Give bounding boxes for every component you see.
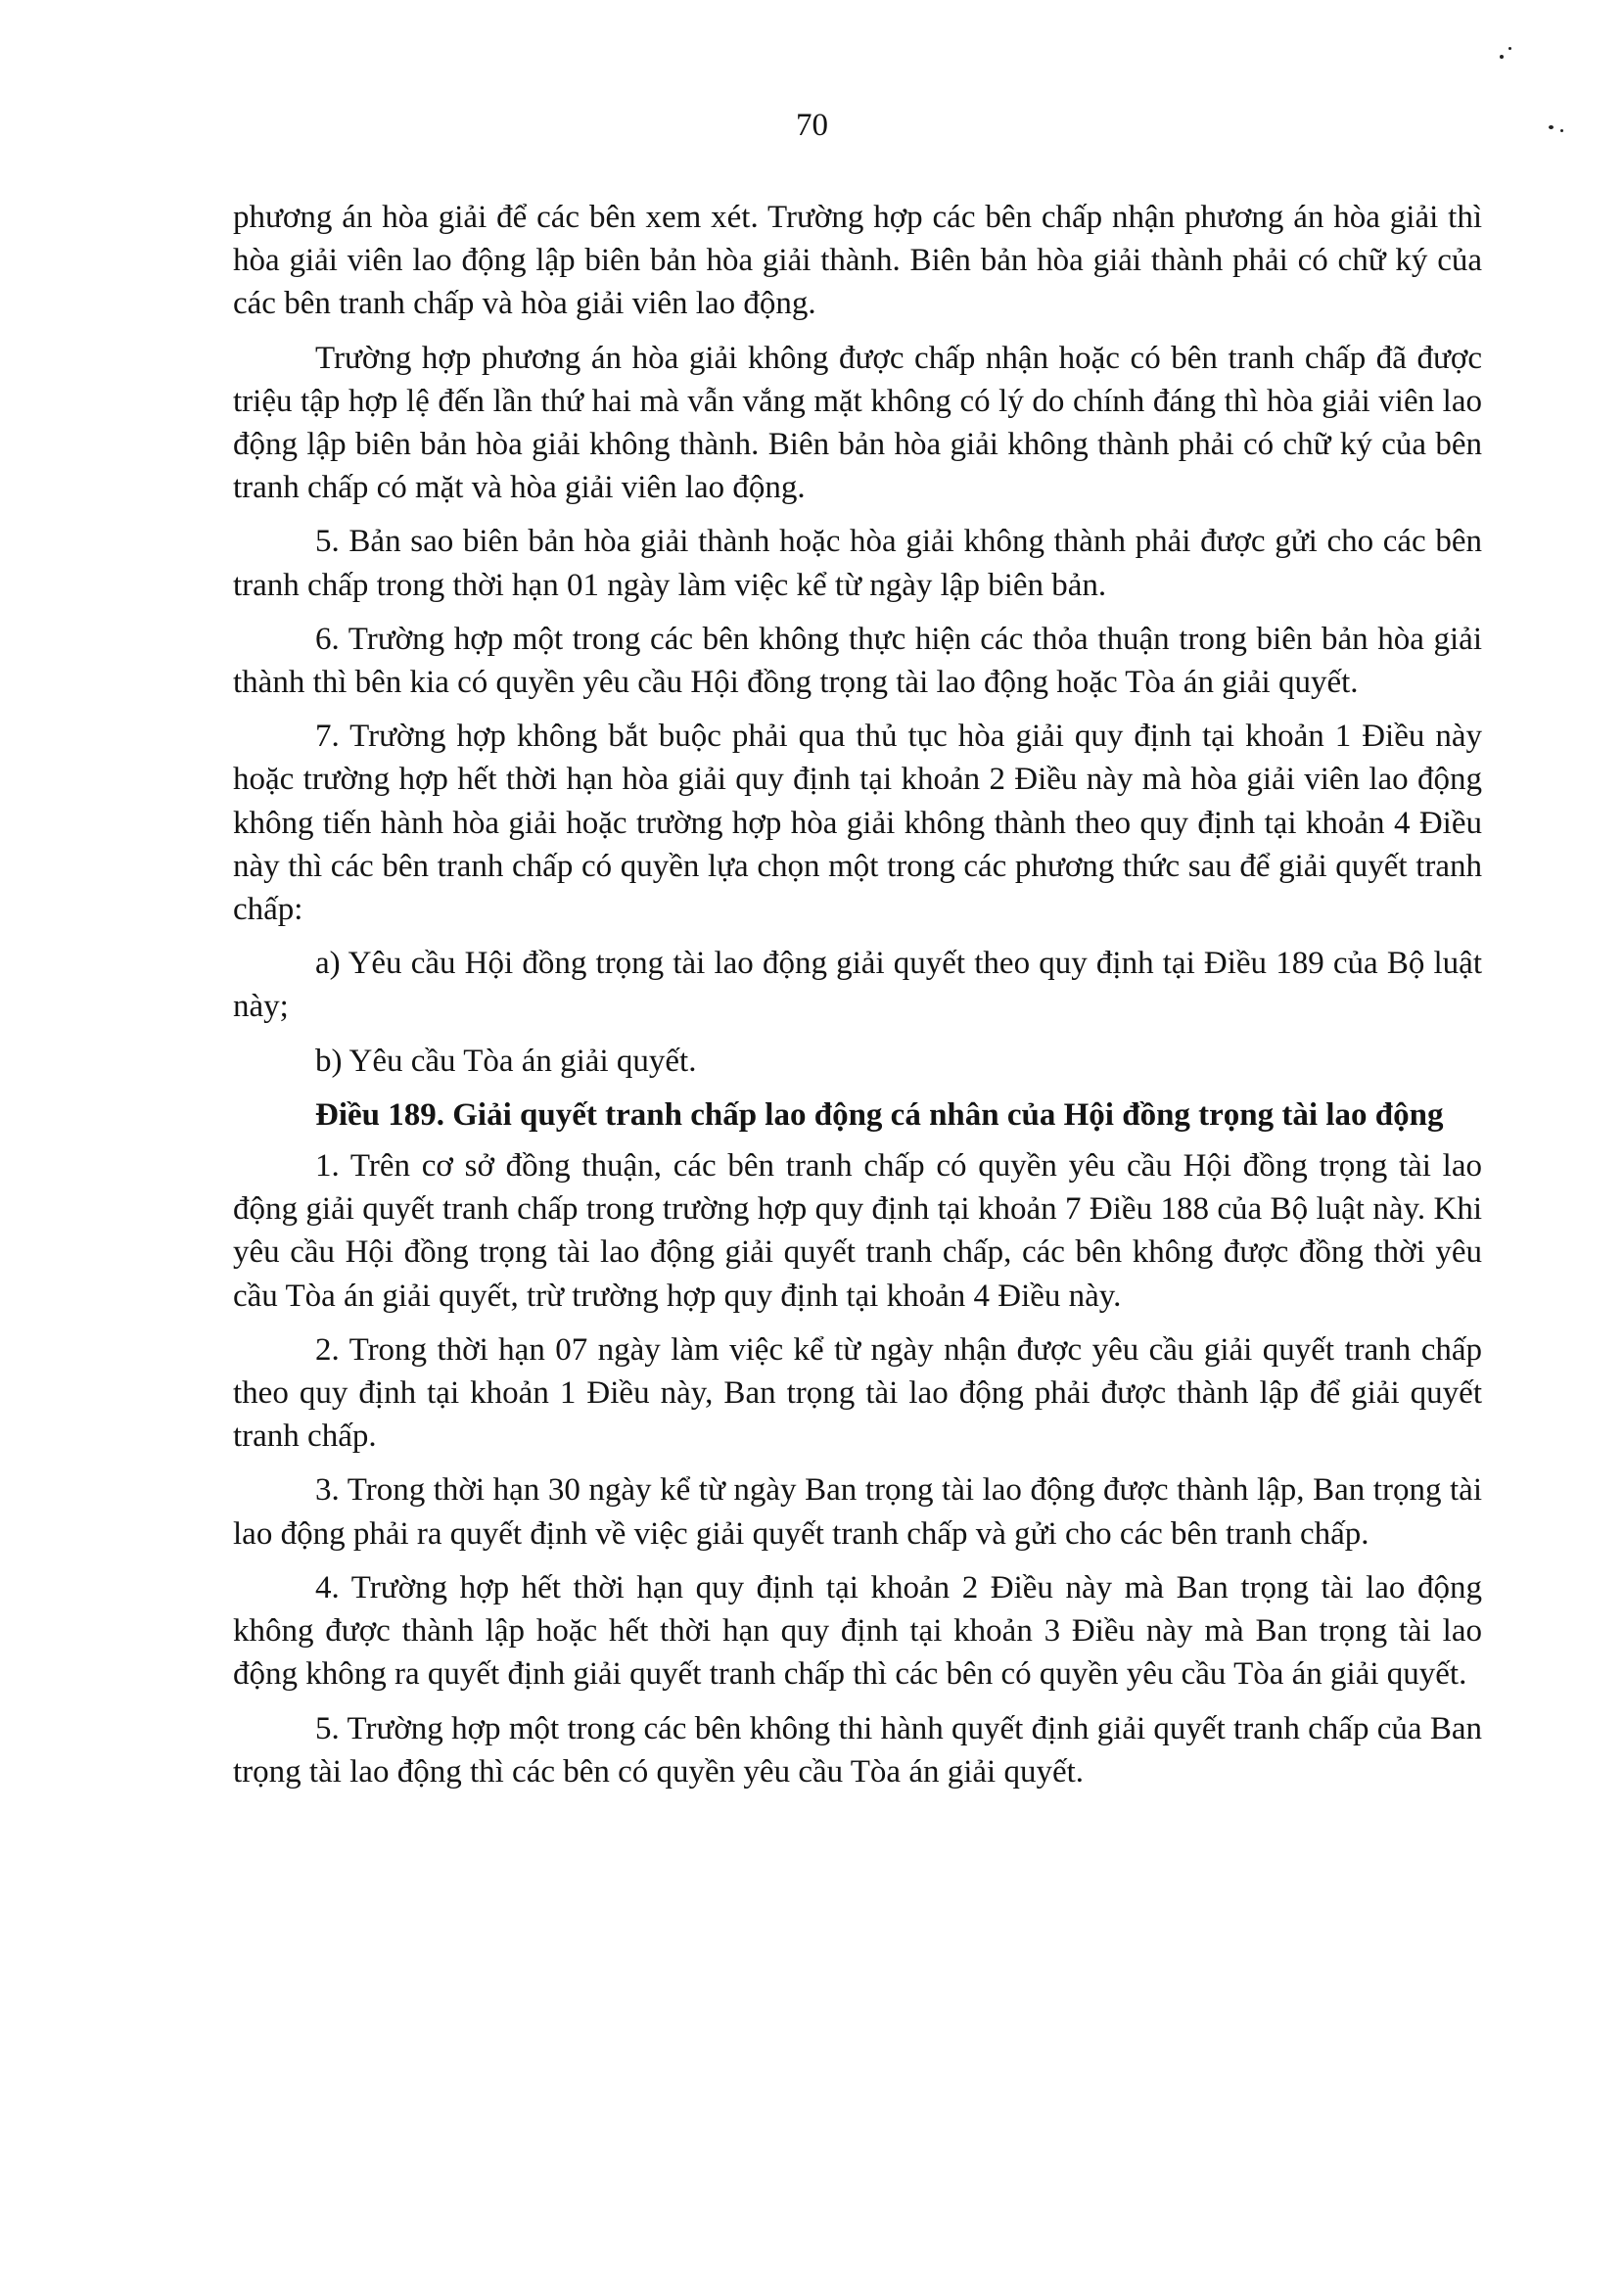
paragraph-clause-5: 5. Bản sao biên bản hòa giải thành hoặc hòa giải không thành phải được gửi cho các bên tranh chấp trong thời hạn 01 ngày làm việc kể từ ngày lập biên bản. [233,524,1482,603]
paragraph-unsuccessful-conciliation: Trường hợp phương án hòa giải không được chấp nhận hoặc có bên tranh chấp đã được triệu tập hợp lệ đến lần thứ hai mà vẫn vắng mặt không có lý do chính đáng thì hòa giải viên lao động lập biên bản hòa giải không thành. Biên bản hòa giải không thành phải có chữ ký của bên tranh chấp có mặt và hòa giải viên lao động. [233,340,1482,506]
paragraph-point-a: a) Yêu cầu Hội đồng trọng tài lao động giải quyết theo quy định tại Điều 189 của Bộ luật này; [233,946,1482,1025]
paragraph-article-189-clause-4: 4. Trường hợp hết thời hạn quy định tại khoản 2 Điều này mà Ban trọng tài lao động không được thành lập hoặc hết thời hạn quy định tại khoản 3 Điều này mà Ban trọng tài lao động không ra quyết định giải quyết tranh chấp thì các bên có quyền yêu cầu Tòa án giải quyết. [233,1569,1482,1693]
scan-speck [1560,129,1563,132]
paragraph-continuation: phương án hòa giải để các bên xem xét. Trường hợp các bên chấp nhận phương án hòa giải thì hòa giải viên lao động lập biên bản hòa giải thành. Biên bản hòa giải thành phải có chữ ký của các bên tranh chấp và hòa giải viên lao động. [233,200,1482,322]
paragraph-article-189-clause-1: 1. Trên cơ sở đồng thuận, các bên tranh chấp có quyền yêu cầu Hội đồng trọng tài lao động giải quyết tranh chấp trong trường hợp quy định tại khoản 7 Điều 188 của Bộ luật này. Khi yêu cầu Hội đồng trọng tài lao động giải quyết tranh chấp, các bên không được đồng thời yêu cầu Tòa án giải quyết, trừ trường hợp quy định tại khoản 4 Điều này. [233,1148,1482,1314]
document-body [233,196,1482,1804]
paragraph-clause-7: 7. Trường hợp không bắt buộc phải qua thủ tục hòa giải quy định tại khoản 1 Điều này hoặc trường hợp hết thời hạn hòa giải quy định tại khoản 2 Điều này mà hòa giải viên lao động không tiến hành hòa giải hoặc trường hợp hòa giải không thành theo quy định tại khoản 4 Điều này thì các bên tranh chấp có quyền lựa chọn một trong các phương thức sau để giải quyết tranh chấp: [233,719,1482,928]
paragraph-clause-6: 6. Trường hợp một trong các bên không thực hiện các thỏa thuận trong biên bản hòa giải thành thì bên kia có quyền yêu cầu Hội đồng trọng tài lao động hoặc Tòa án giải quyết. [233,621,1482,701]
paragraph-article-189-clause-2: 2. Trong thời hạn 07 ngày làm việc kể từ ngày nhận được yêu cầu giải quyết tranh chấp theo quy định tại khoản 1 Điều này, Ban trọng tài lao động phải được thành lập để giải quyết tranh chấp. [233,1331,1482,1455]
paragraph-point-b: b) Yêu cầu Tòa án giải quyết. [315,1043,697,1079]
scan-speck [1549,125,1554,129]
page-number: 70 [796,108,828,143]
article-189-heading: Điều 189. Giải quyết tranh chấp lao động cá nhân của Hội đồng trọng tài lao động [315,1096,1444,1133]
scan-speck [1500,55,1504,59]
paragraph-article-189-clause-3: 3. Trong thời hạn 30 ngày kể từ ngày Ban trọng tài lao động được thành lập, Ban trọng tài lao động phải ra quyết định về việc giải quyết tranh chấp và gửi cho các bên tranh chấp. [233,1472,1482,1552]
paragraph-article-189-clause-5: 5. Trường hợp một trong các bên không thi hành quyết định giải quyết tranh chấp của Ban trọng tài lao động thì các bên có quyền yêu cầu Tòa án giải quyết. [233,1710,1482,1790]
scan-speck [1508,47,1511,50]
